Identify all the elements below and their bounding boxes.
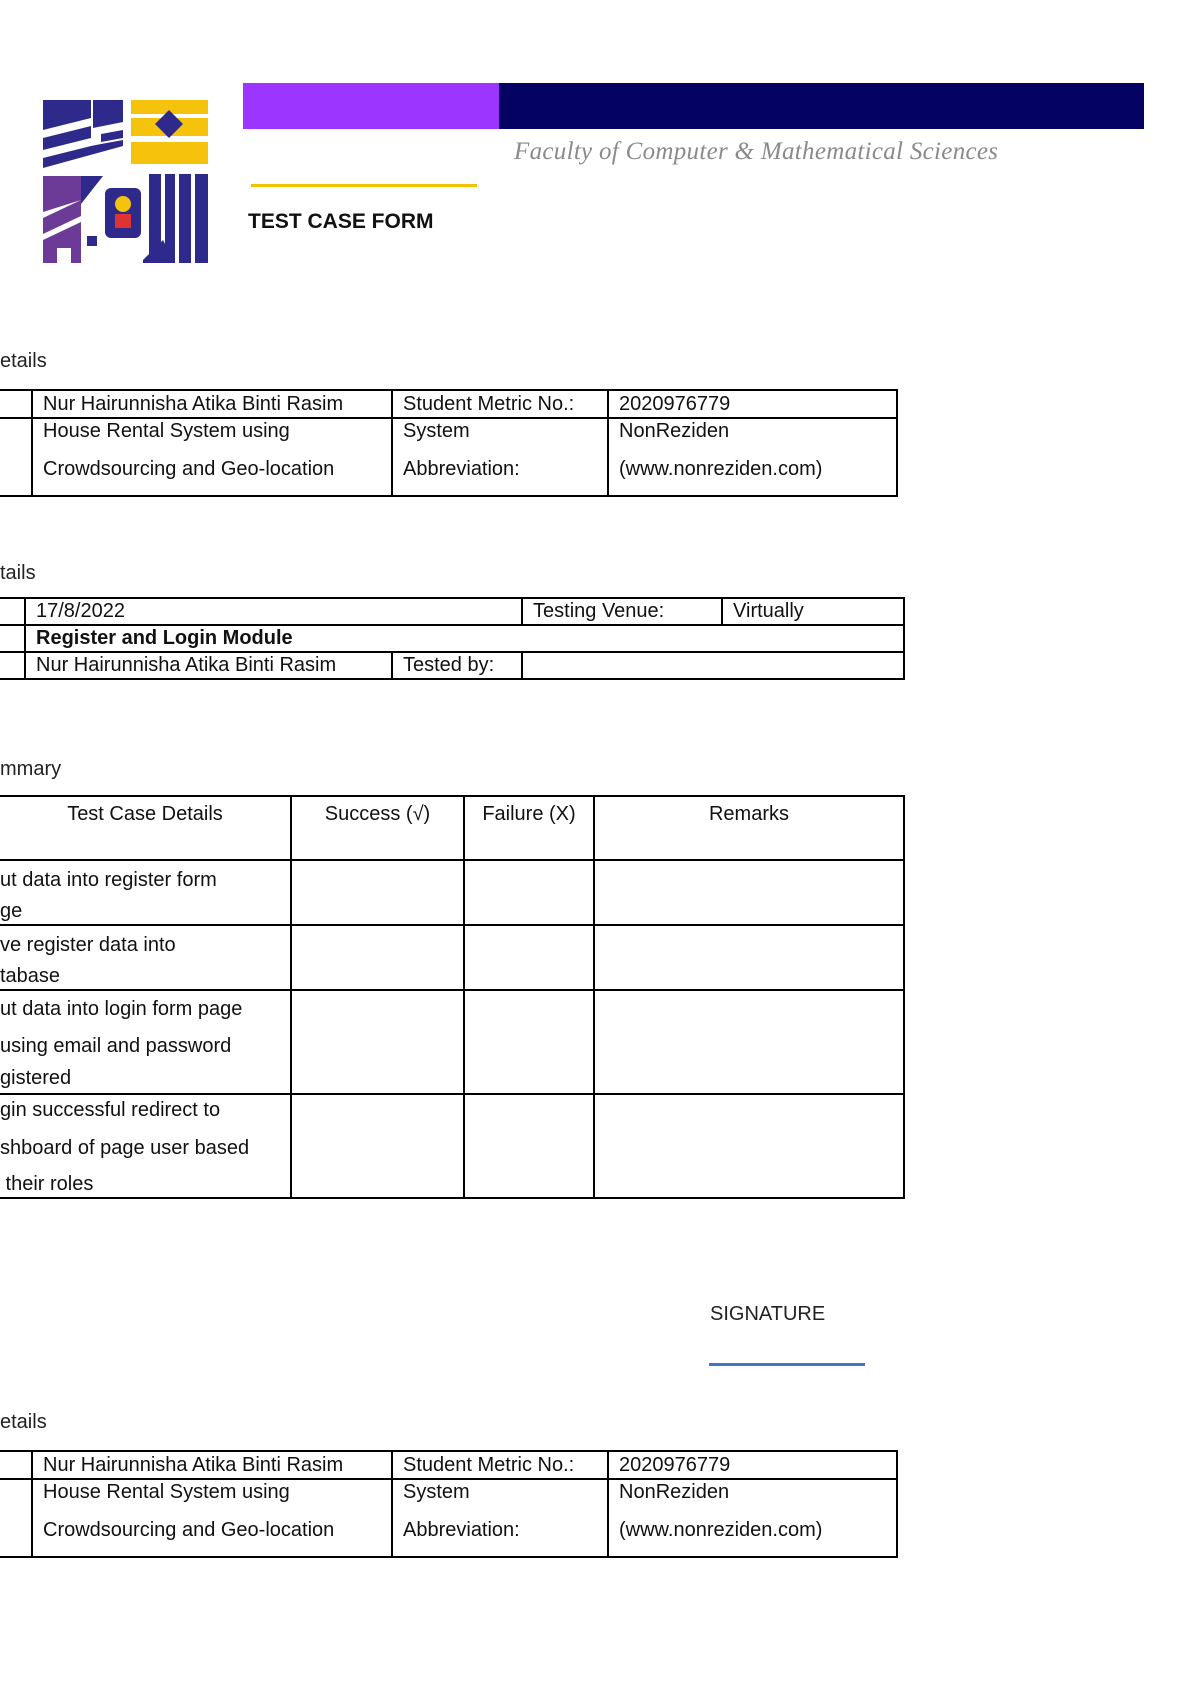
header-banner-bar <box>499 83 1144 129</box>
system-abbreviation-value: NonReziden (www.nonreziden.com) <box>608 418 897 496</box>
university-crest-logo <box>43 100 208 263</box>
table-row <box>0 1094 904 1198</box>
signature-label: SIGNATURE <box>710 1303 826 1325</box>
tested-by-value <box>522 652 904 679</box>
failure-cell[interactable] <box>464 925 594 990</box>
metric-no-label: Student Metric No.: <box>392 390 608 418</box>
table-row <box>0 1451 897 1479</box>
failure-cell[interactable] <box>464 860 594 925</box>
metric-no-label: Student Metric No.: <box>392 1451 608 1479</box>
remarks-cell[interactable] <box>594 925 904 990</box>
testing-venue-value: Virtually <box>722 598 904 625</box>
testing-details-table <box>0 597 905 680</box>
failure-cell[interactable] <box>464 1094 594 1198</box>
student-details-label: etails <box>0 350 47 372</box>
test-case-detail: ut data into register form ge <box>0 860 291 925</box>
test-summary-label: mmary <box>0 758 62 780</box>
test-case-detail: ve register data into tabase <box>0 925 291 990</box>
faculty-name: Faculty of Computer & Mathematical Sciences <box>514 138 999 165</box>
testing-details-label: tails <box>0 562 36 584</box>
module-name: Register and Login Module <box>25 625 904 652</box>
test-case-detail: gin successful redirect to shboard of page user based their roles <box>0 1094 291 1198</box>
table-row <box>0 598 904 625</box>
table-cell <box>0 652 25 679</box>
metric-no-value: 2020976779 <box>608 390 897 418</box>
table-cell <box>0 1451 32 1479</box>
test-date: 17/8/2022 <box>25 598 522 625</box>
system-abbreviation-value: NonReziden (www.nonreziden.com) <box>608 1479 897 1557</box>
system-abbreviation-label: System Abbreviation: <box>392 418 608 496</box>
student-details-table <box>0 1450 898 1558</box>
system-abbreviation-label: System Abbreviation: <box>392 1479 608 1557</box>
table-cell <box>0 625 25 652</box>
table-row <box>0 796 904 860</box>
table-row <box>0 925 904 990</box>
student-name: Nur Hairunnisha Atika Binti Rasim <box>32 390 392 418</box>
student-details-label: etails <box>0 1411 47 1433</box>
remarks-cell[interactable] <box>594 1094 904 1198</box>
title-underline <box>251 184 477 187</box>
header-remarks: Remarks <box>594 796 904 860</box>
success-cell[interactable] <box>291 860 464 925</box>
table-cell <box>0 418 32 496</box>
header-success: Success (√) <box>291 796 464 860</box>
header-accent-bar <box>243 83 499 129</box>
test-case-detail: ut data into login form page using email and password gistered <box>0 990 291 1094</box>
success-cell[interactable] <box>291 1094 464 1198</box>
table-cell <box>0 390 32 418</box>
student-details-table <box>0 389 898 497</box>
success-cell[interactable] <box>291 925 464 990</box>
form-title: TEST CASE FORM <box>248 210 434 233</box>
failure-cell[interactable] <box>464 990 594 1094</box>
header-failure: Failure (X) <box>464 796 594 860</box>
signature-line[interactable] <box>709 1363 865 1366</box>
table-cell <box>0 1479 32 1557</box>
prepared-by-name: Nur Hairunnisha Atika Binti Rasim <box>25 652 392 679</box>
student-name: Nur Hairunnisha Atika Binti Rasim <box>32 1451 392 1479</box>
table-row <box>0 652 904 679</box>
testing-venue-label: Testing Venue: <box>522 598 722 625</box>
project-title: House Rental System using Crowdsourcing and Geo-location <box>32 1479 392 1557</box>
header-test-case-details: Test Case Details <box>0 796 291 860</box>
table-cell <box>0 598 25 625</box>
remarks-cell[interactable] <box>594 990 904 1094</box>
table-row <box>0 390 897 418</box>
table-row <box>0 990 904 1094</box>
test-summary-table <box>0 795 905 1199</box>
success-cell[interactable] <box>291 990 464 1094</box>
table-row <box>0 625 904 652</box>
remarks-cell[interactable] <box>594 860 904 925</box>
metric-no-value: 2020976779 <box>608 1451 897 1479</box>
table-row <box>0 860 904 925</box>
tested-by-label: Tested by: <box>392 652 522 679</box>
table-row <box>0 418 897 496</box>
table-row <box>0 1479 897 1557</box>
project-title: House Rental System using Crowdsourcing and Geo-location <box>32 418 392 496</box>
